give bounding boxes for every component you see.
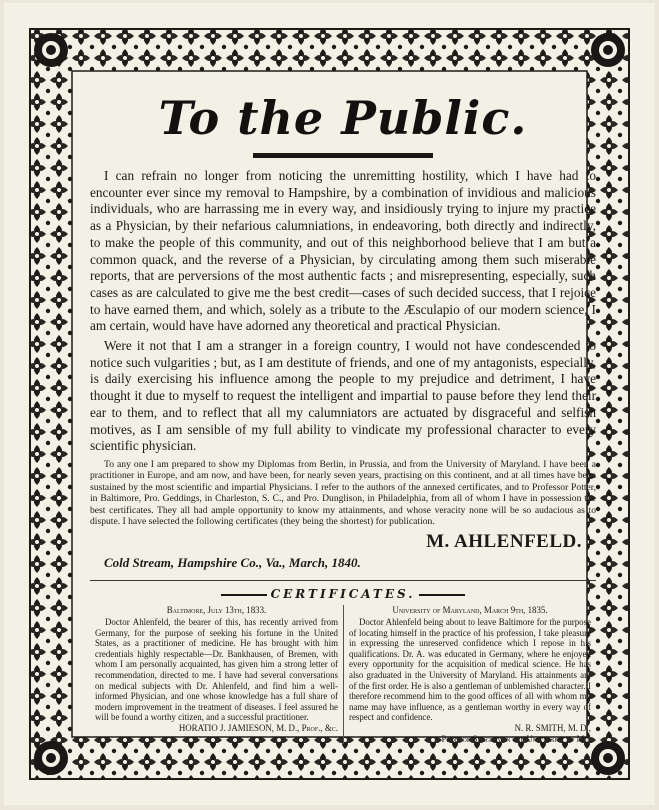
certificates-heading-text: CERTIFICATES. — [270, 587, 416, 602]
diploma-paragraph: To any one I am prepared to show my Diplomas from Berlin, in Prussia, and from the University of Maryland. I have been a practitioner in Europe, and am now, and have been, for nearly seven years, practising on this continent, and at all times have been sustained by the most scientific and impartial Physicians. I refer to the authors of the annexed certificates, and to Professor Potter, in Baltimore, Pro. Geddings, in Charleston, S. C., and Pro. Dunglison, in Philadelphia, from all of whom I have in possession the best certificates. They all had ample opportunity to know my attainments, and whose veracity none will be so audacious as to dispute. I have selected the following certificates (they being the shortest) for publication. — [90, 458, 596, 527]
signer-name: M. AHLENFELD. — [426, 531, 582, 553]
certificate-signer-title: Prof. of Surgery in the University of Md. — [441, 733, 591, 744]
certificate-body: Doctor Ahlenfeld being about to leave Baltimore for the purpose of locating himself in the practice of his profession, I take pleasure in expressing the unreserved confidence which I repose in his qualifications. Dr. A. was educated in Germany, where he enjoyed every opportunity for the acquisition of medical science. He has also graduated in the University of Maryland. His attainments are of the first order. He is also a gentleman of unblemished character. I therefore recommend him to the good offices of all with whom my name may have influence, as a gentleman worthy in every way of respect and confidence. — [349, 616, 591, 723]
title-rule — [253, 153, 433, 158]
certificate-signature: N. R. SMITH, M. D., — [514, 722, 591, 733]
certificate-date: University of Maryland, March 9th, 1835. — [392, 605, 548, 616]
certificate-date: Baltimore, July 13th, 1833. — [166, 605, 267, 616]
body-paragraph: I can refrain no longer from noticing the unremitting hostility, which I have had to encounter ever since my removal to Hampshire, by a combination of invidious and malicious individuals, who are harrassing me in every way, and insidiously trying to injure my practice as a Physician, by their nefarious calumniations, in endeavoring, both directly and indirectly, to make the people of this community, and out of this neighborhood believe that I am but a common quack, and the reverse of a Physician, by circulating among them such miserable reports, that are perversions of the most authentic facts ; and misrepresenting, especially, such cases as are calculated to give me the best credit—cases of such decided success, that I rejoice to have earned them, and which, solely as a tribute to the Æsculapio of our modern science, I am certain, would have have adorned any theoretical and practical Physician. — [90, 168, 596, 334]
heading-rule-right — [419, 594, 465, 596]
certificates-heading — [90, 587, 596, 601]
certificate-smith — [343, 605, 596, 744]
page-title: To the Public. — [158, 91, 528, 145]
signature-block — [90, 531, 596, 553]
heading-rule-left — [221, 594, 267, 596]
section-divider — [90, 580, 596, 581]
body-paragraph: Were it not that I am a stranger in a foreign country, I would not have condescended to notice such vulgarities ; but, as I am destitute of friends, and one of my antagonists, especially, is daily exercising his influence among the people to my prejudice and detriment, I have thought it due to myself to request the intelligent and impartial to pause before they lend their ear to them, and to reflect that all my calumniators are actuated by disgraceful and selfish motives, as I am sensible of my full ability to vindicate my professional character to every scientific physician. — [90, 338, 596, 454]
certificate-body: Doctor Ahlenfeld, the bearer of this, has recently arrived from Germany, for the purpose of seeking his fortune in the United States, as a practitioner of medicine. He has brought with him credentials highly respectable—Dr. Bankhausen, of Bremen, with whom I am personally acquainted, has given him a strong letter of recommendation, directed to me. I have had several conversations on medical subjects with Dr. Ahlenfeld, and find him a well-informed Physician, and one whose knowledge has a full share of modern improvement in the treatment of diseases. I feel assured he will be found a worthy citizen, and a successful practitioner. — [95, 616, 338, 723]
certificate-signature: HORATIO J. JAMIESON, M. D., Prof., &c. — [178, 722, 338, 733]
certificates-columns — [90, 605, 596, 744]
broadside-sheet — [4, 3, 655, 805]
place-date-line: Cold Stream, Hampshire Co., Va., March, 1840. — [104, 555, 361, 571]
broadside-content — [90, 91, 596, 744]
certificate-jamieson — [90, 605, 343, 744]
